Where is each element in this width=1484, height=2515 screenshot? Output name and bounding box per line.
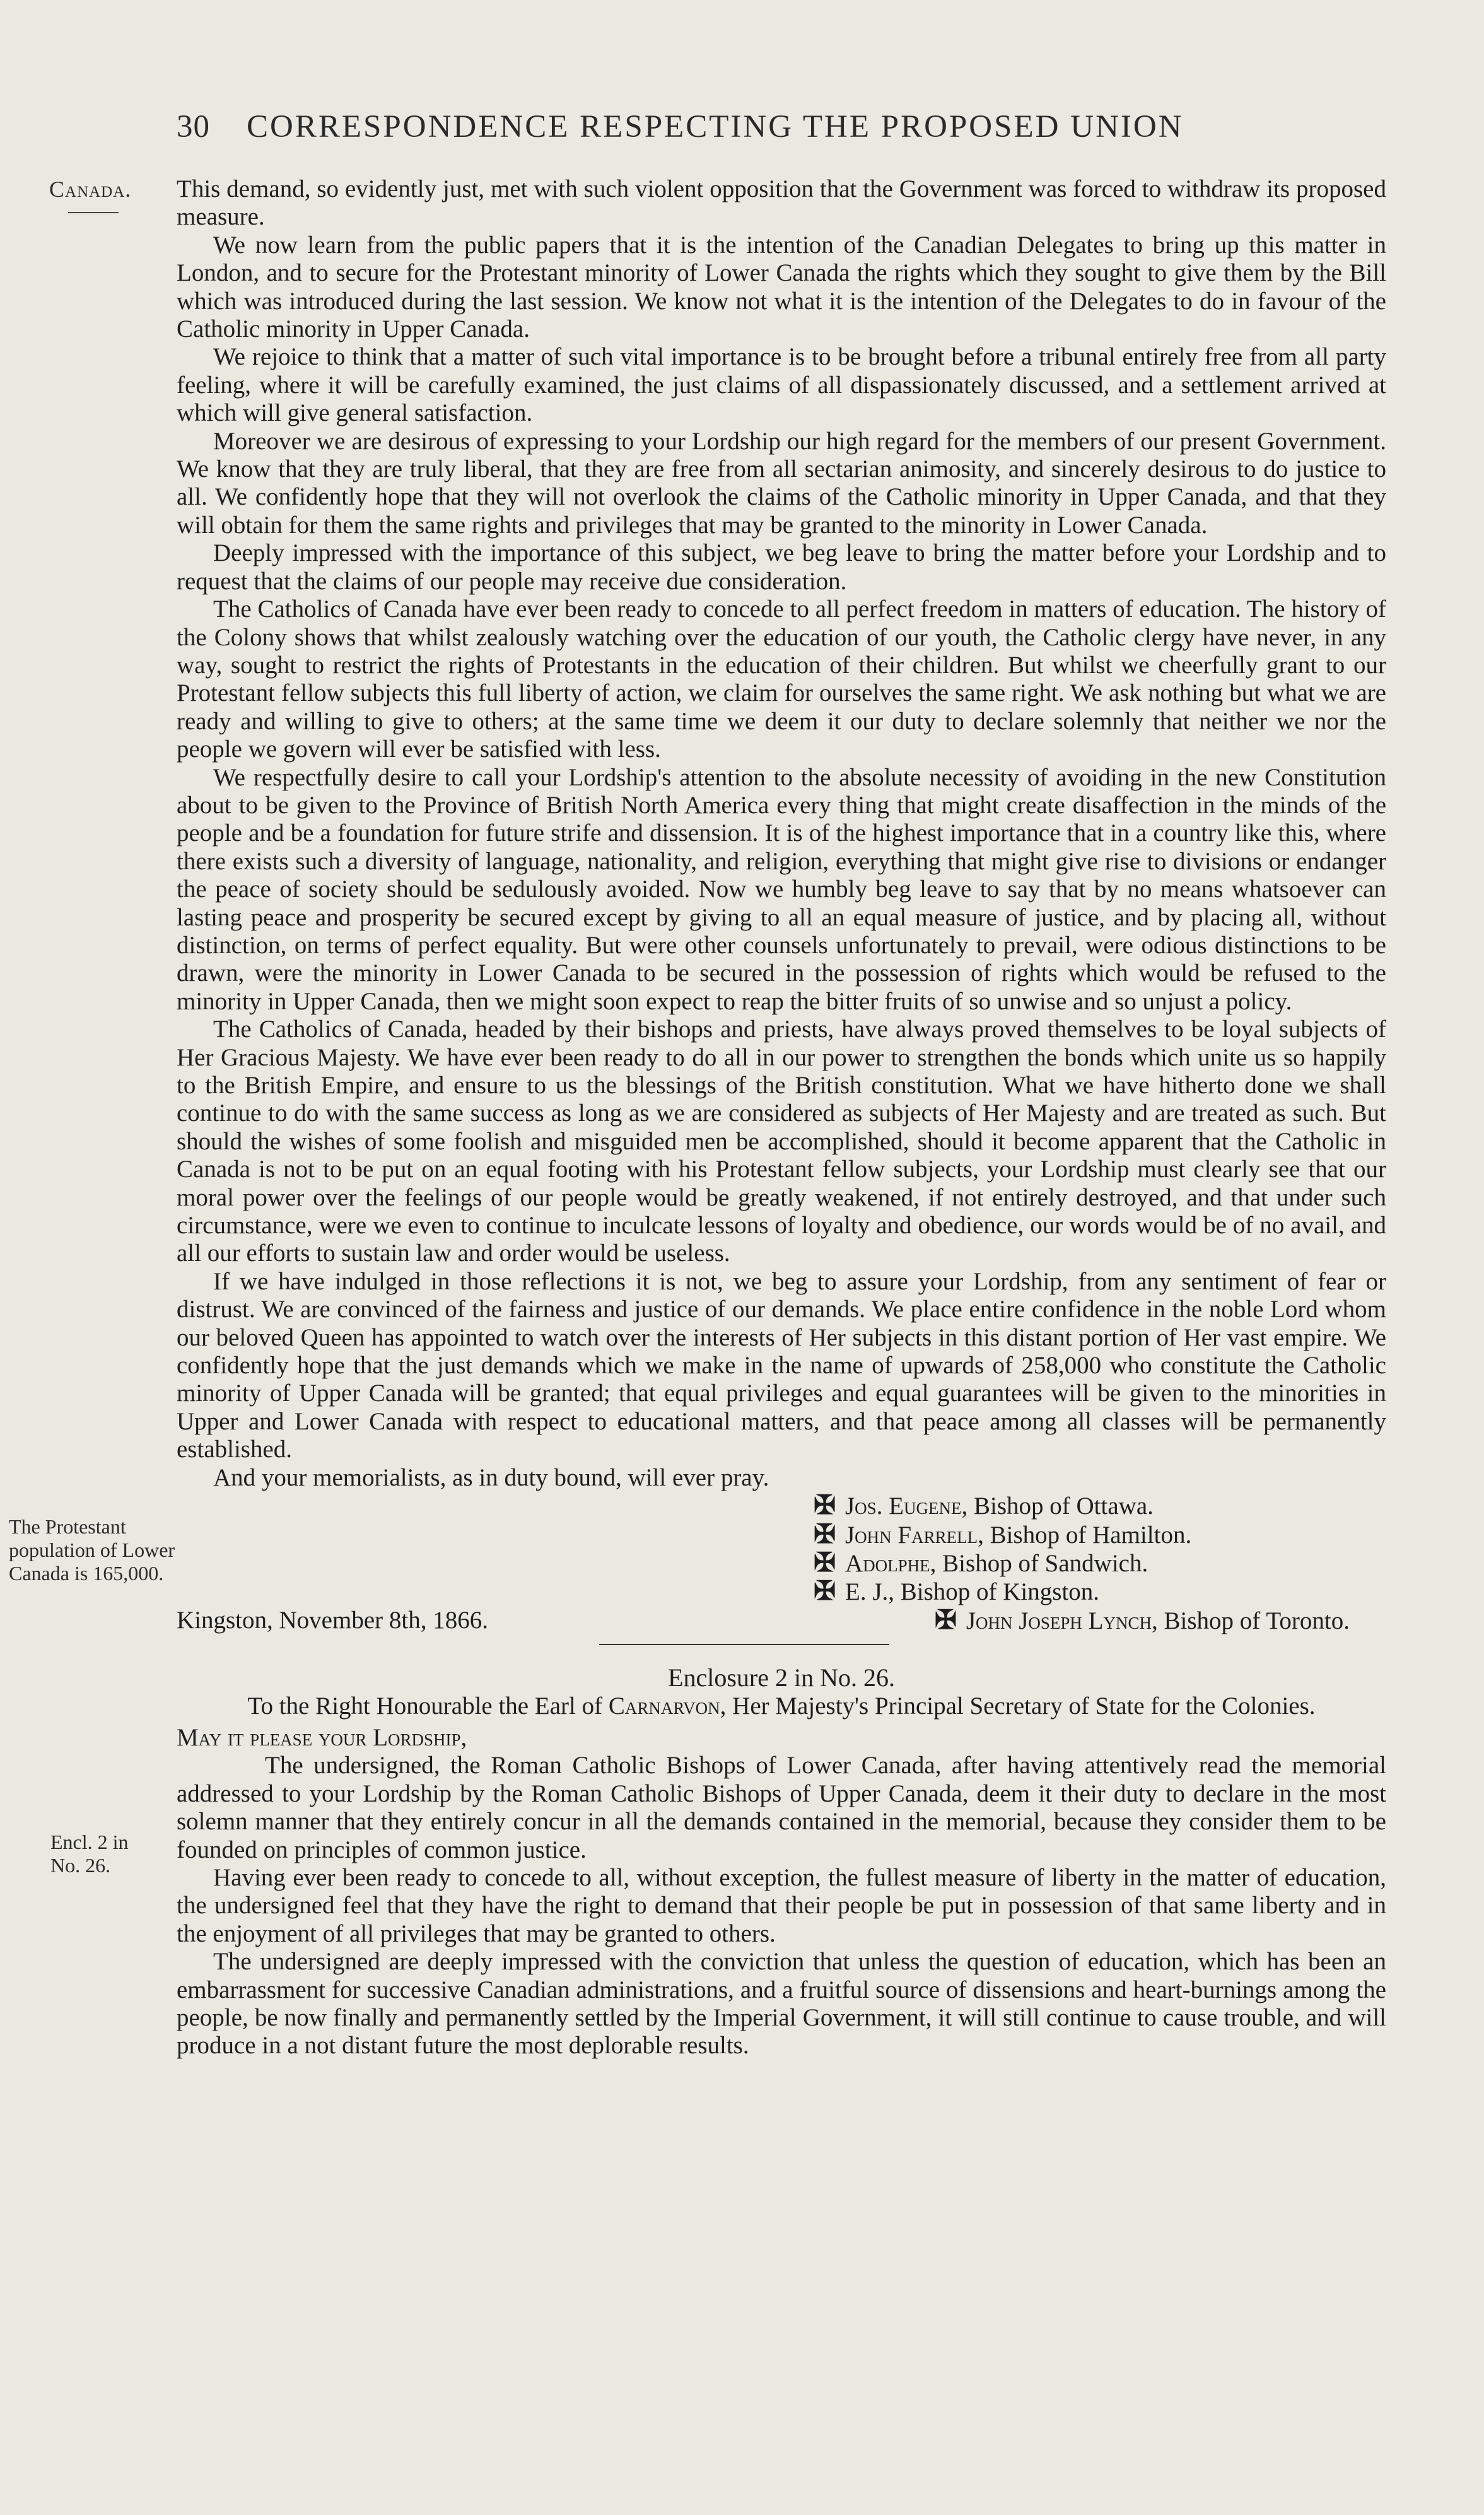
signatory: ✠ E. J., Bishop of Kingston. [814,1577,1100,1607]
paragraph: We now learn from the public papers that it is the intention of the Canadian Delegates to bring up this matter in London, and to secure for the Protestant minority of Lower Canada the rights which they sought to give them by the Bill which was introduced during the last session. We know not what it is the intention of the Delegates to do in favour of the Catholic minority in Upper Canada. [177,231,1386,343]
addressee: To the Right Honourable the Earl of Carnarvon, Her Majesty's Principal Secretary of State for the Colonies. [247,1692,1316,1720]
paragraph: We rejoice to think that a matter of such vital importance is to be brought before a tribunal entirely free from all party feeling, where it will be carefully examined, the just claims of all dispassionately discussed, and a settlement arrived at which will give general satisfaction. [177,343,1386,427]
running-title: CORRESPONDENCE RESPECTING THE PROPOSED UNION [247,109,1184,144]
paragraph: The undersigned are deeply impressed with the conviction that unless the question of education, which has been an embarrassment for successive Canadian administrations, and a fruitful source of dissensions and heart-burnings among the people, be now finally and permanently settled by the Imperial Government, it will still continue to cause trouble, and will produce in a not distant future the most deplorable results. [177,1948,1386,2060]
paragraph: If we have indulged in those reflections it is not, we beg to assure your Lordship, from any sentiment of fear or distrust. We are convinced of the fairness and justice of our demands. We place entire confidence in the noble Lord whom our beloved Queen has appointed to watch over the interests of Her subjects in this distant portion of Her vast empire. We confidently hope that the just demands which we make in the name of upwards of 258,000 who constitute the Catholic minority of Upper Canada will be granted; that equal privileges and equal guarantees will be given to the minorities in Upper and Lower Canada with respect to educational matters, and that peace among all classes will be permanently established. [177,1267,1386,1463]
paragraph: Deeply impressed with the importance of this subject, we beg leave to bring the matter before your Lordship and to request that the claims of our people may receive due consideration. [177,539,1386,595]
paragraph: The undersigned, the Roman Catholic Bishops of Lower Canada, after having attentively read the memorial addressed to your Lordship by the Roman Catholic Bishops of Upper Canada, deem it their duty to declare in the most solemn manner that they entirely concur in all the demands contained in the memorial, because they consider them to be founded on principles of common justice. [177,1752,1386,1863]
paragraph: And your memorialists, as in duty bound, will ever pray. [213,1463,769,1491]
margin-note-enclosure: Encl. 2 in No. 26. [50,1831,129,1877]
body-text [177,175,1386,2060]
cross-icon: ✠ [814,1548,836,1578]
paragraph: The Catholics of Canada, headed by their bishops and priests, have always proved themselves to be loyal subjects of Her Gracious Majesty. We have ever been ready to do all in our power to strengthen the bonds which unite us so happily to the British Empire, and ensure to us the blessings of the British constitution. What we have hitherto done we shall continue to do with the same success as long as we are considered as subjects of Her Majesty and are treated as such. But should the wishes of some foolish and misguided men be accomplished, should it become apparent that the Catholic in Canada is not to be put on an equal footing with his Protestant fellow subjects, your Lordship must clearly see that our moral power over the feelings of our people would be greatly weakened, if not entirely destroyed, and that under such circumstance, were we even to continue to inculcate lessons of loyalty and obedience, our words would be of no avail, and all our efforts to sustain law and order would be useless. [177,1016,1386,1267]
margin-note-protestant-population: The Protestant population of Lower Canada is 165,000. [9,1515,175,1585]
cross-icon: ✠ [814,1577,836,1607]
paragraph: This demand, so evidently just, met with such violent opposition that the Government was forced to withdraw its proposed measure. [177,175,1386,231]
dateline-row [177,1607,1386,1635]
paragraph: We respectfully desire to call your Lordship's attention to the absolute necessity of avoiding in the new Constitution about to be given to the Province of British North America every thing that might create disaffection in the minds of the people and be a foundation for future strife and dissension. It is of the highest importance that in a country like this, where there exists such a diversity of language, nationality, and religion, everything that might give rise to divisions or endanger the peace of society should be sedulously avoided. Now we humbly beg leave to say that by no means whatsoever can lasting peace and prosperity be secured except by giving to all an equal measure of justice, and by placing all, without distinction, on terms of perfect equality. But were other counsels unfortunately to prevail, were odious distinctions to be drawn, were the minority in Lower Canada to be secured in the possession of rights which would be refused to the minority in Upper Canada, then we might soon expect to reap the bitter fruits of so unwise and so unjust a policy. [177,763,1386,1015]
margin-note-canada: Canada. [49,177,132,202]
signatories [814,1492,1386,1607]
cross-icon: ✠ [814,1520,836,1549]
signatory: ✠ Adolphe, Bishop of Sandwich. [814,1548,1148,1578]
dateline: Kingston, November 8th, 1866. [177,1606,488,1634]
signatory: ✠ John Farrell, Bishop of Hamilton. [814,1520,1192,1549]
enclosure-title: Enclosure 2 in No. 26. [668,1663,895,1692]
page-number: 30 [177,109,210,144]
cross-icon: ✠ [934,1605,957,1635]
paragraph: Having ever been ready to concede to all, without exception, the fullest measure of liberty in the matter of education, the undersigned feel that they have the right to demand that their people be put in possession of that same liberty and in the enjoyment of all privileges that may be granted to others. [177,1863,1386,1947]
cross-icon: ✠ [814,1491,836,1521]
salutation: May it please your Lordship, [177,1723,467,1751]
section-divider [177,1635,1386,1658]
paragraph: The Catholics of Canada have ever been ready to concede to all perfect freedom in matters of education. The history of the Colony shows that whilst zealously watching over the education of our youth, the Catholic clergy have never, in any way, sought to restrict the rights of Protestants in the education of their children. But whilst we cheerfully grant to our Protestant fellow subjects this full liberty of action, we claim for ourselves the same right. We ask nothing but what we are ready and willing to give to others; at the same time we deem it our duty to declare solemnly that neither we nor the people we govern will ever be satisfied with less. [177,595,1386,763]
signatory: ✠ Jos. Eugene, Bishop of Ottawa. [814,1491,1154,1521]
page-header [177,108,1299,145]
paragraph: Moreover we are desirous of expressing to your Lordship our high regard for the members of our present Government. We know that they are truly liberal, that they are free from all sectarian animosity, and sincerely desirous to do justice to all. We confidently hope that they will not overlook the claims of the Catholic minority in Upper Canada, and that they will obtain for them the same rights and privileges that may be granted to the minority in Lower Canada. [177,427,1386,539]
signatory: ✠ John Joseph Lynch, Bishop of Toronto. [934,1605,1350,1635]
margin-rule [68,212,119,213]
